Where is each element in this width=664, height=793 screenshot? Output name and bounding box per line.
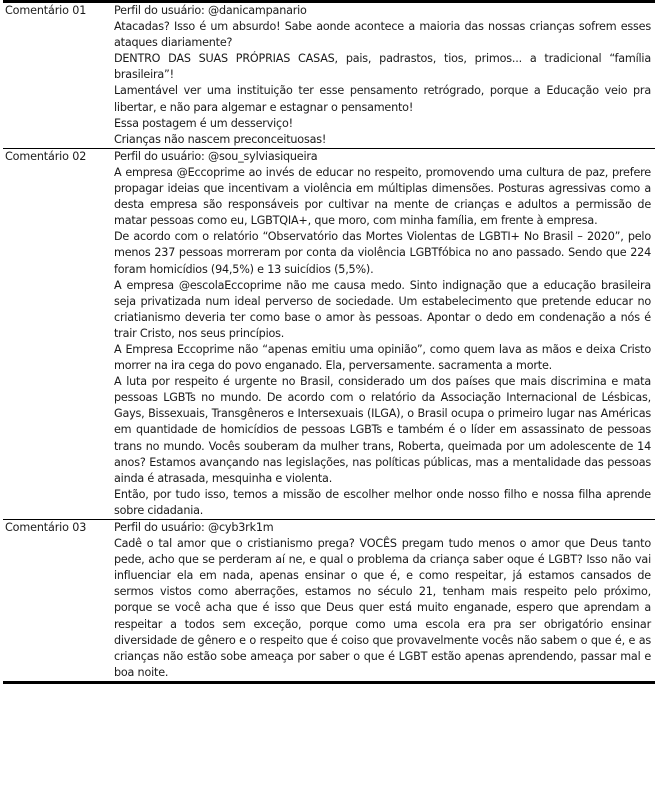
comment-row [3, 3, 655, 148]
comment-row [3, 519, 655, 681]
comment-content [114, 3, 655, 148]
user-profile: Perfil do usuário: @danicampanario [114, 4, 307, 17]
comment-label: Comentário 01 [5, 4, 87, 17]
comment-paragraph: Cadê o tal amor que o cristianismo prega? VOCÊS pregam tudo menos o amor que Deus tanto pede, acho que se perderam aí ne, e qual o problema da criança saber oque é LGBT? Isso não vai influenciar ela em nada, apenas ensinar o que é, e como respeitar, já estamos cansados de sermos vistos como aberrações, estamos no século 21, tenham mais respeito pelo próximo, porque se você acha que é isso que Deus quer está muito enganade, espero que aprendam a respeitar a todos sem exceção, porque como uma escola era pra ser obrigatório ensinar diversidade de gênero e o respeito que é coiso que provavelmente vocês não sabem o que é, e as crianças não estão sobe ameaça por saber o que é LGBT estão apenas aprendendo, passar mal e boa noite. [114, 537, 651, 679]
user-profile: Perfil do usuário: @cyb3rk1m [114, 521, 274, 534]
comment-paragraph: A empresa @escolaEccoprime não me causa medo. Sinto indignação que a educação brasileira seja privatizada num ideal perverso de sociedade. Um estabelecimento que pretende educar no criatianismo deveria ter como base o amor às pessoas. Apontar o dedo em condenação a nós é trair Cristo, nos seus princípios. [114, 278, 651, 340]
comment-paragraph: Então, por tudo isso, temos a missão de escolher melhor onde nosso filho e nossa filha aprende sobre cidadania. [114, 487, 651, 517]
comment-paragraph: A empresa @Eccoprime ao invés de educar no respeito, promovendo uma cultura de paz, prefere propagar ideias que incentivam a violência em múltiplas dimensões. Posturas agressivas como a desta empresa são responsáveis por cultivar na mente de crianças e adultos a permissão de matar pessoas como eu, LGBTQIA+, que moro, com minha família, em frente à empresa. [114, 165, 651, 228]
comment-content [114, 149, 655, 519]
comment-row [3, 148, 655, 519]
comment-label: Comentário 02 [5, 149, 87, 163]
comment-paragraph: DENTRO DAS SUAS PRÓPRIAS CASAS, pais, padrastos, tios, primos... a tradicional “família brasileira”! [114, 52, 651, 82]
comment-paragraph: A Empresa Eccoprime não “apenas emitiu uma opinião”, como quem lava as mãos e deixa Cristo morrer na ira cega do povo enganado. Ela, perversamente. sacramenta a morte. [114, 342, 651, 373]
comment-paragraph: Crianças não nascem preconceituosas! [114, 132, 327, 146]
comment-label: Comentário 03 [5, 521, 87, 534]
comment-paragraph: Lamentável ver uma instituição ter esse pensamento retrógrado, porque a Educação veio pra libertar, e não para algemar e estagnar o pensamento! [114, 84, 651, 114]
comment-paragraph: Atacadas? Isso é um absurdo! Sabe aonde acontece a maioria das nossas crianças sofrem esses ataques diariamente? [114, 20, 651, 50]
comment-paragraph: Essa postagem é um desserviço! [114, 116, 293, 130]
user-profile: Perfil do usuário: @sou_sylviasiqueira [114, 149, 318, 163]
comments-table [3, 0, 655, 684]
comment-paragraph: A luta por respeito é urgente no Brasil, considerado um dos países que mais discrimina e mata pessoas LGBTs no mundo. De acordo com o relatório da Associação Internacional de Lésbicas, Gays, Bissexuais, Transgêneros e Intersexuais (ILGA), o Brasil ocupa o primeiro lugar nas Américas em quantidade de homicídios de pessoas LGBTs e também é o líder em assassinato de pessoas trans no mundo. Vocês souberam da mulher trans, Roberta, queimada por um adolescente de 14 anos? Estamos avançando nas legislações, nas políticas públicas, mas a mentalidade das pessoas ainda é atrasada, mesquinha e violenta. [114, 375, 651, 485]
comment-paragraph: De acordo com o relatório “Observatório das Mortes Violentas de LGBTI+ No Brasil – 2020”, pelo menos 237 pessoas morreram por conta da violência LGBTfóbica no ano passado. Sendo que 224 foram homicídios (94,5%) e 13 suicídios (5,5%). [114, 230, 651, 276]
comment-content [114, 520, 655, 681]
